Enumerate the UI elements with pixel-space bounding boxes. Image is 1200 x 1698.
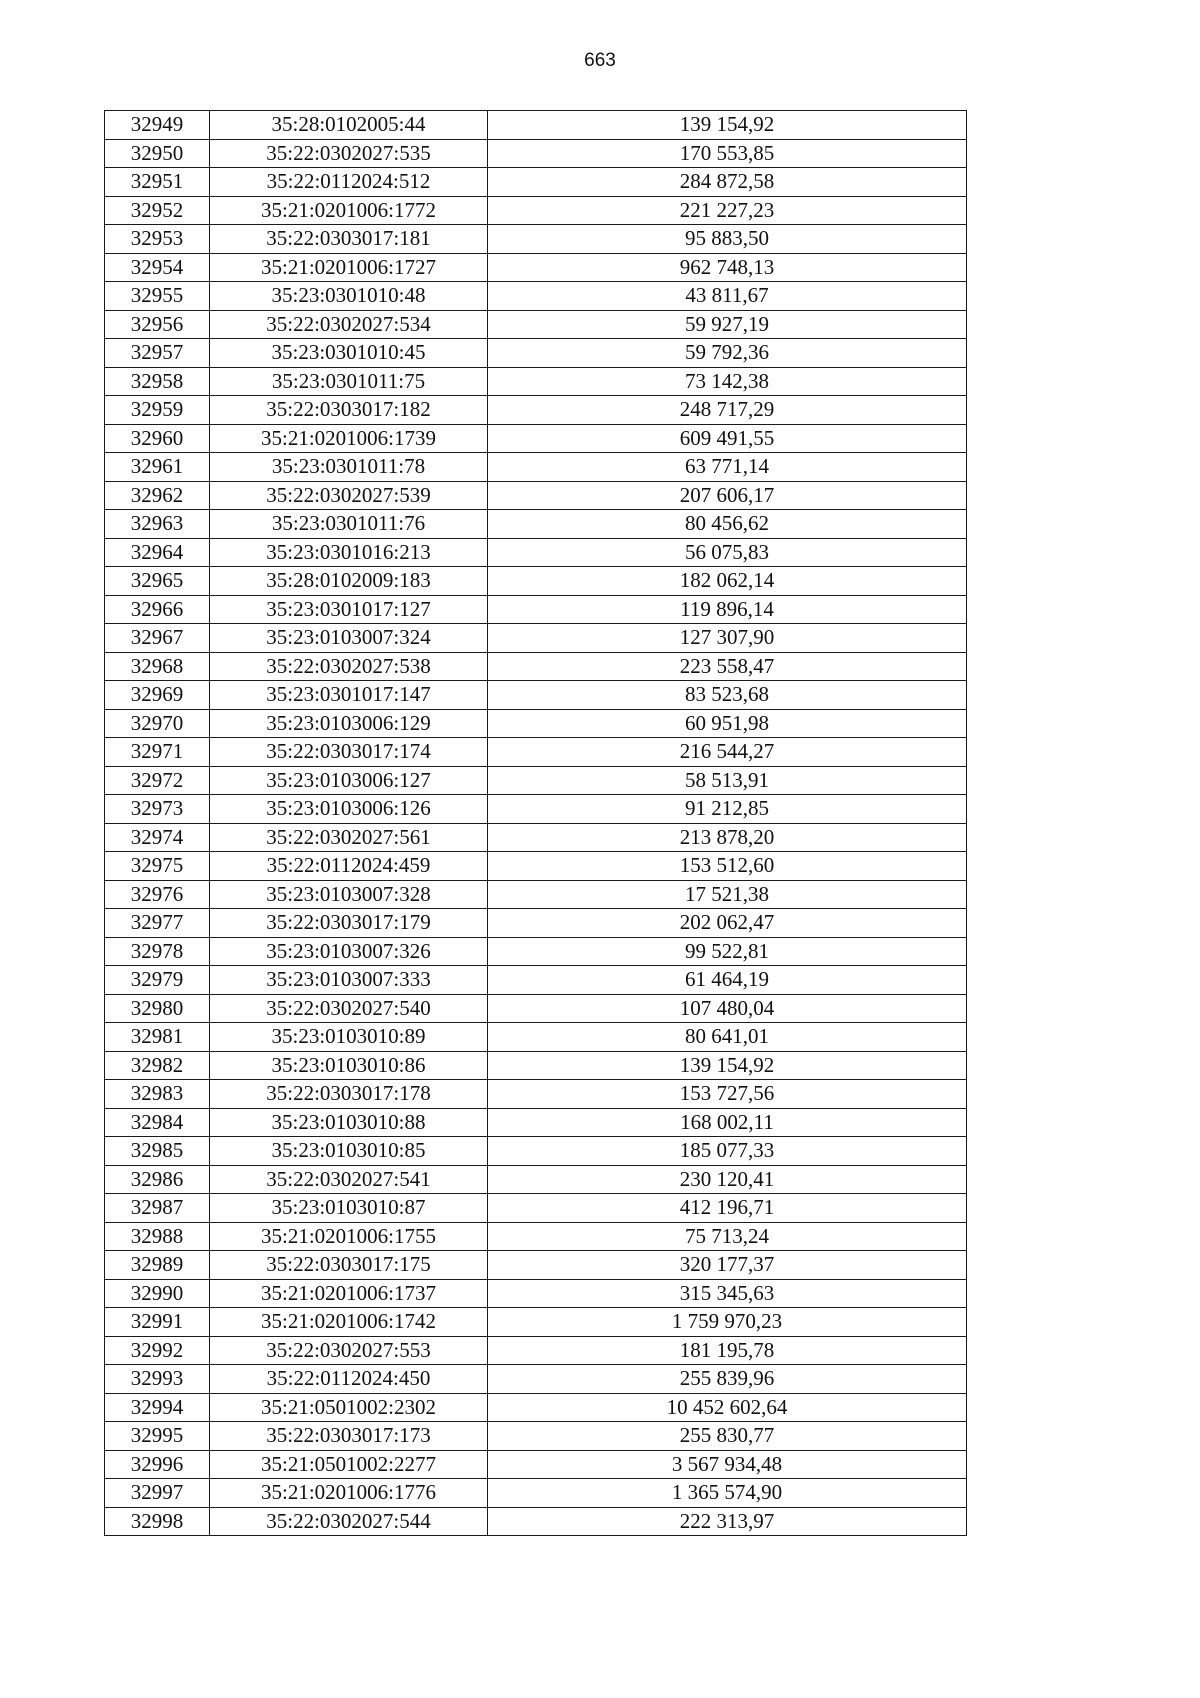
cadastral-value-cell: 153 512,60: [488, 852, 967, 881]
cadastral-number-cell: 35:22:0303017:182: [210, 396, 488, 425]
cadastral-number-cell: 35:23:0301017:127: [210, 595, 488, 624]
table-row: [105, 253, 967, 282]
table-row: [105, 652, 967, 681]
row-number-cell: 32953: [105, 225, 210, 254]
table-row: [105, 1023, 967, 1052]
row-number-cell: 32993: [105, 1365, 210, 1394]
cadastral-number-cell: 35:21:0201006:1727: [210, 253, 488, 282]
row-number-cell: 32986: [105, 1165, 210, 1194]
table-row: [105, 1336, 967, 1365]
row-number-cell: 32997: [105, 1479, 210, 1508]
row-number-cell: 32950: [105, 139, 210, 168]
cadastral-number-cell: 35:23:0103007:324: [210, 624, 488, 653]
cadastral-number-cell: 35:23:0103010:89: [210, 1023, 488, 1052]
table-row: [105, 567, 967, 596]
cadastral-number-cell: 35:23:0301011:78: [210, 453, 488, 482]
cadastral-number-cell: 35:23:0103007:328: [210, 880, 488, 909]
table-row: [105, 1479, 967, 1508]
cadastral-number-cell: 35:23:0301010:45: [210, 339, 488, 368]
cadastral-number-cell: 35:22:0302027:540: [210, 994, 488, 1023]
table-row: [105, 1365, 967, 1394]
cadastral-value-cell: 59 792,36: [488, 339, 967, 368]
cadastral-value-cell: 80 641,01: [488, 1023, 967, 1052]
row-number-cell: 32973: [105, 795, 210, 824]
table-row: [105, 453, 967, 482]
cadastral-value-cell: 17 521,38: [488, 880, 967, 909]
cadastral-number-cell: 35:21:0201006:1755: [210, 1222, 488, 1251]
cadastral-value-cell: 1 365 574,90: [488, 1479, 967, 1508]
cadastral-number-cell: 35:22:0303017:175: [210, 1251, 488, 1280]
cadastral-value-cell: 139 154,92: [488, 1051, 967, 1080]
row-number-cell: 32963: [105, 510, 210, 539]
cadastral-value-cell: 153 727,56: [488, 1080, 967, 1109]
cadastral-value-cell: 119 896,14: [488, 595, 967, 624]
row-number-cell: 32955: [105, 282, 210, 311]
row-number-cell: 32998: [105, 1507, 210, 1536]
row-number-cell: 32961: [105, 453, 210, 482]
cadastral-value-cell: 73 142,38: [488, 367, 967, 396]
cadastral-value-cell: 284 872,58: [488, 168, 967, 197]
cadastral-number-cell: 35:23:0103007:333: [210, 966, 488, 995]
cadastral-value-cell: 168 002,11: [488, 1108, 967, 1137]
cadastral-number-cell: 35:22:0302027:544: [210, 1507, 488, 1536]
cadastral-number-cell: 35:22:0303017:181: [210, 225, 488, 254]
cadastral-value-cell: 213 878,20: [488, 823, 967, 852]
cadastral-number-cell: 35:23:0103006:129: [210, 709, 488, 738]
cadastral-number-cell: 35:23:0103010:86: [210, 1051, 488, 1080]
cadastral-value-cell: 202 062,47: [488, 909, 967, 938]
cadastral-number-cell: 35:23:0301011:76: [210, 510, 488, 539]
cadastral-value-cell: 107 480,04: [488, 994, 967, 1023]
table-row: [105, 339, 967, 368]
table-row: [105, 1393, 967, 1422]
table-row: [105, 1308, 967, 1337]
cadastral-number-cell: 35:23:0103006:127: [210, 766, 488, 795]
cadastral-value-cell: 63 771,14: [488, 453, 967, 482]
row-number-cell: 32970: [105, 709, 210, 738]
row-number-cell: 32967: [105, 624, 210, 653]
row-number-cell: 32964: [105, 538, 210, 567]
cadastral-value-cell: 315 345,63: [488, 1279, 967, 1308]
table-row: [105, 1165, 967, 1194]
table-row: [105, 909, 967, 938]
cadastral-number-cell: 35:22:0302027:539: [210, 481, 488, 510]
row-number-cell: 32975: [105, 852, 210, 881]
table-row: [105, 1422, 967, 1451]
cadastral-value-cell: 91 212,85: [488, 795, 967, 824]
row-number-cell: 32966: [105, 595, 210, 624]
row-number-cell: 32981: [105, 1023, 210, 1052]
cadastral-value-cell: 1 759 970,23: [488, 1308, 967, 1337]
cadastral-number-cell: 35:21:0201006:1739: [210, 424, 488, 453]
cadastral-number-cell: 35:22:0303017:174: [210, 738, 488, 767]
cadastral-number-cell: 35:22:0303017:173: [210, 1422, 488, 1451]
table-row: [105, 367, 967, 396]
cadastral-number-cell: 35:22:0302027:534: [210, 310, 488, 339]
row-number-cell: 32957: [105, 339, 210, 368]
cadastral-number-cell: 35:23:0103010:85: [210, 1137, 488, 1166]
cadastral-value-cell: 95 883,50: [488, 225, 967, 254]
cadastral-number-cell: 35:22:0302027:561: [210, 823, 488, 852]
cadastral-number-cell: 35:23:0103007:326: [210, 937, 488, 966]
table-row: [105, 396, 967, 425]
cadastral-value-cell: 181 195,78: [488, 1336, 967, 1365]
row-number-cell: 32962: [105, 481, 210, 510]
row-number-cell: 32977: [105, 909, 210, 938]
row-number-cell: 32951: [105, 168, 210, 197]
cadastral-value-cell: 255 830,77: [488, 1422, 967, 1451]
table-row: [105, 1251, 967, 1280]
table-row: [105, 966, 967, 995]
cadastral-value-cell: 207 606,17: [488, 481, 967, 510]
table-body: [105, 111, 967, 1536]
cadastral-value-cell: 60 951,98: [488, 709, 967, 738]
cadastral-value-cell: 139 154,92: [488, 111, 967, 140]
cadastral-number-cell: 35:21:0201006:1742: [210, 1308, 488, 1337]
row-number-cell: 32969: [105, 681, 210, 710]
cadastral-value-cell: 412 196,71: [488, 1194, 967, 1223]
table-row: [105, 1194, 967, 1223]
cadastral-number-cell: 35:22:0302027:535: [210, 139, 488, 168]
cadastral-number-cell: 35:22:0112024:450: [210, 1365, 488, 1394]
row-number-cell: 32960: [105, 424, 210, 453]
row-number-cell: 32982: [105, 1051, 210, 1080]
cadastral-number-cell: 35:22:0303017:178: [210, 1080, 488, 1109]
cadastral-value-cell: 255 839,96: [488, 1365, 967, 1394]
table-row: [105, 823, 967, 852]
cadastral-value-cell: 127 307,90: [488, 624, 967, 653]
cadastral-value-cell: 75 713,24: [488, 1222, 967, 1251]
table-row: [105, 111, 967, 140]
row-number-cell: 32983: [105, 1080, 210, 1109]
row-number-cell: 32980: [105, 994, 210, 1023]
table-row: [105, 310, 967, 339]
cadastral-number-cell: 35:21:0501002:2277: [210, 1450, 488, 1479]
cadastral-value-cell: 320 177,37: [488, 1251, 967, 1280]
cadastral-value-cell: 43 811,67: [488, 282, 967, 311]
cadastral-value-cell: 3 567 934,48: [488, 1450, 967, 1479]
table-row: [105, 481, 967, 510]
page-number: 663: [584, 50, 616, 71]
cadastral-value-cell: 182 062,14: [488, 567, 967, 596]
cadastral-value-cell: 221 227,23: [488, 196, 967, 225]
row-number-cell: 32995: [105, 1422, 210, 1451]
row-number-cell: 32978: [105, 937, 210, 966]
table-row: [105, 510, 967, 539]
table-row: [105, 595, 967, 624]
table-row: [105, 1137, 967, 1166]
table-row: [105, 681, 967, 710]
table-row: [105, 1450, 967, 1479]
cadastral-number-cell: 35:23:0103010:88: [210, 1108, 488, 1137]
row-number-cell: 32972: [105, 766, 210, 795]
row-number-cell: 32987: [105, 1194, 210, 1223]
row-number-cell: 32974: [105, 823, 210, 852]
cadastral-number-cell: 35:23:0301011:75: [210, 367, 488, 396]
cadastral-value-cell: 248 717,29: [488, 396, 967, 425]
row-number-cell: 32968: [105, 652, 210, 681]
row-number-cell: 32988: [105, 1222, 210, 1251]
cadastral-number-cell: 35:22:0302027:553: [210, 1336, 488, 1365]
row-number-cell: 32985: [105, 1137, 210, 1166]
row-number-cell: 32949: [105, 111, 210, 140]
row-number-cell: 32965: [105, 567, 210, 596]
cadastral-value-cell: 230 120,41: [488, 1165, 967, 1194]
cadastral-number-cell: 35:21:0201006:1737: [210, 1279, 488, 1308]
row-number-cell: 32996: [105, 1450, 210, 1479]
cadastral-value-cell: 170 553,85: [488, 139, 967, 168]
table-row: [105, 1507, 967, 1536]
table-row: [105, 880, 967, 909]
table-row: [105, 139, 967, 168]
table-row: [105, 424, 967, 453]
cadastral-value-cell: 99 522,81: [488, 937, 967, 966]
table-row: [105, 738, 967, 767]
cadastral-value-cell: 10 452 602,64: [488, 1393, 967, 1422]
table-row: [105, 624, 967, 653]
table-row: [105, 994, 967, 1023]
row-number-cell: 32984: [105, 1108, 210, 1137]
cadastral-value-cell: 609 491,55: [488, 424, 967, 453]
cadastral-number-cell: 35:23:0301017:147: [210, 681, 488, 710]
cadastral-number-cell: 35:22:0302027:538: [210, 652, 488, 681]
cadastral-number-cell: 35:22:0112024:459: [210, 852, 488, 881]
row-number-cell: 32976: [105, 880, 210, 909]
table-row: [105, 795, 967, 824]
table-row: [105, 168, 967, 197]
cadastral-value-cell: 59 927,19: [488, 310, 967, 339]
table-row: [105, 852, 967, 881]
cadastral-value-cell: 83 523,68: [488, 681, 967, 710]
cadastral-value-cell: 58 513,91: [488, 766, 967, 795]
table-row: [105, 937, 967, 966]
row-number-cell: 32979: [105, 966, 210, 995]
cadastral-number-cell: 35:28:0102005:44: [210, 111, 488, 140]
cadastral-value-cell: 223 558,47: [488, 652, 967, 681]
table-row: [105, 1080, 967, 1109]
cadastral-number-cell: 35:22:0302027:541: [210, 1165, 488, 1194]
row-number-cell: 32971: [105, 738, 210, 767]
table-row: [105, 225, 967, 254]
cadastral-value-cell: 185 077,33: [488, 1137, 967, 1166]
cadastral-number-cell: 35:23:0103006:126: [210, 795, 488, 824]
row-number-cell: 32954: [105, 253, 210, 282]
cadastral-number-cell: 35:28:0102009:183: [210, 567, 488, 596]
row-number-cell: 32994: [105, 1393, 210, 1422]
row-number-cell: 32958: [105, 367, 210, 396]
cadastral-number-cell: 35:21:0201006:1776: [210, 1479, 488, 1508]
cadastral-number-cell: 35:23:0103010:87: [210, 1194, 488, 1223]
cadastral-number-cell: 35:23:0301010:48: [210, 282, 488, 311]
table-row: [105, 766, 967, 795]
table-row: [105, 538, 967, 567]
table-row: [105, 1108, 967, 1137]
cadastral-number-cell: 35:22:0303017:179: [210, 909, 488, 938]
row-number-cell: 32956: [105, 310, 210, 339]
cadastral-value-table: [104, 110, 967, 1536]
table-row: [105, 1279, 967, 1308]
row-number-cell: 32990: [105, 1279, 210, 1308]
row-number-cell: 32959: [105, 396, 210, 425]
table-row: [105, 1051, 967, 1080]
cadastral-number-cell: 35:22:0112024:512: [210, 168, 488, 197]
table-row: [105, 196, 967, 225]
cadastral-value-cell: 80 456,62: [488, 510, 967, 539]
cadastral-value-cell: 216 544,27: [488, 738, 967, 767]
row-number-cell: 32992: [105, 1336, 210, 1365]
row-number-cell: 32989: [105, 1251, 210, 1280]
table-row: [105, 1222, 967, 1251]
cadastral-number-cell: 35:23:0301016:213: [210, 538, 488, 567]
cadastral-number-cell: 35:21:0201006:1772: [210, 196, 488, 225]
cadastral-value-cell: 962 748,13: [488, 253, 967, 282]
table-row: [105, 282, 967, 311]
cadastral-number-cell: 35:21:0501002:2302: [210, 1393, 488, 1422]
row-number-cell: 32991: [105, 1308, 210, 1337]
table-row: [105, 709, 967, 738]
cadastral-value-cell: 222 313,97: [488, 1507, 967, 1536]
row-number-cell: 32952: [105, 196, 210, 225]
cadastral-value-cell: 61 464,19: [488, 966, 967, 995]
cadastral-value-cell: 56 075,83: [488, 538, 967, 567]
